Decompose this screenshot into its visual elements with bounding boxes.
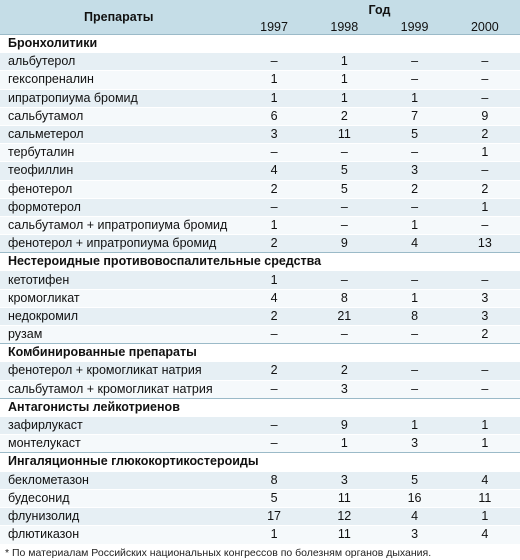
table-row — [0, 71, 520, 89]
value-cell-1999: 4 — [379, 507, 449, 525]
value-cell-1997: – — [239, 144, 309, 162]
value-cell-1998: – — [309, 216, 379, 234]
table-row — [0, 198, 520, 216]
drug-name: тербуталин — [0, 144, 239, 162]
value-cell-1997: 6 — [239, 107, 309, 125]
value-cell-1999: 3 — [379, 526, 449, 544]
value-cell-2000: 1 — [450, 416, 520, 434]
value-cell-1997: 2 — [239, 235, 309, 253]
value-cell-1998: – — [309, 144, 379, 162]
value-cell-1999: – — [379, 271, 449, 289]
value-cell-2000: 13 — [450, 235, 520, 253]
drug-name: кетотифен — [0, 271, 239, 289]
section-row — [0, 35, 520, 53]
value-cell-2000: – — [450, 162, 520, 180]
drug-name: фенотерол + ипратропиума бромид — [0, 235, 239, 253]
section-title: Комбинированные препараты — [0, 344, 520, 362]
value-cell-1999: – — [379, 362, 449, 380]
value-cell-2000: – — [450, 380, 520, 398]
value-cell-1998: 11 — [309, 526, 379, 544]
value-cell-1999: 3 — [379, 162, 449, 180]
value-cell-1999: 1 — [379, 89, 449, 107]
value-cell-1998: 9 — [309, 416, 379, 434]
value-cell-2000: 2 — [450, 125, 520, 143]
drug-name: флунизолид — [0, 507, 239, 525]
value-cell-1998: 1 — [309, 71, 379, 89]
header-year-1997: 1997 — [239, 17, 309, 35]
value-cell-1998: 11 — [309, 489, 379, 507]
table-row — [0, 507, 520, 525]
value-cell-2000: – — [450, 71, 520, 89]
table-row — [0, 125, 520, 143]
drug-name: беклометазон — [0, 471, 239, 489]
value-cell-1999: – — [379, 144, 449, 162]
value-cell-1999: 2 — [379, 180, 449, 198]
drug-name: ипратропиума бромид — [0, 89, 239, 107]
table-row — [0, 235, 520, 253]
value-cell-1997: – — [239, 326, 309, 344]
value-cell-2000: 1 — [450, 144, 520, 162]
value-cell-2000: 2 — [450, 180, 520, 198]
section-title: Ингаляционные глюкокортикостероиды — [0, 453, 520, 471]
value-cell-1998: – — [309, 326, 379, 344]
table-row — [0, 180, 520, 198]
header-year-2000: 2000 — [450, 17, 520, 35]
value-cell-2000: 3 — [450, 289, 520, 307]
value-cell-1998: 1 — [309, 435, 379, 453]
header-year-1998: 1998 — [309, 17, 379, 35]
table-row — [0, 144, 520, 162]
value-cell-2000: 1 — [450, 507, 520, 525]
section-title: Антагонисты лейкотриенов — [0, 398, 520, 416]
drug-name: монтелукаст — [0, 435, 239, 453]
table-row — [0, 53, 520, 71]
table-row — [0, 526, 520, 544]
drug-name: фенотерол — [0, 180, 239, 198]
value-cell-1997: 1 — [239, 71, 309, 89]
value-cell-1997: 1 — [239, 271, 309, 289]
value-cell-2000: 4 — [450, 471, 520, 489]
value-cell-1998: 3 — [309, 380, 379, 398]
table-row — [0, 326, 520, 344]
drug-name: гексопреналин — [0, 71, 239, 89]
value-cell-1998: 9 — [309, 235, 379, 253]
drug-name: теофиллин — [0, 162, 239, 180]
value-cell-2000: 2 — [450, 326, 520, 344]
section-row — [0, 453, 520, 471]
table-row — [0, 489, 520, 507]
table-header — [0, 0, 520, 35]
value-cell-1997: 1 — [239, 216, 309, 234]
value-cell-1999: 5 — [379, 125, 449, 143]
header-year-1999: 1999 — [379, 17, 449, 35]
value-cell-1997: – — [239, 380, 309, 398]
table-row — [0, 271, 520, 289]
value-cell-1999: 3 — [379, 435, 449, 453]
table-row — [0, 107, 520, 125]
table-row — [0, 362, 520, 380]
value-cell-1998: 5 — [309, 162, 379, 180]
table-row — [0, 162, 520, 180]
value-cell-1999: 8 — [379, 307, 449, 325]
value-cell-2000: 11 — [450, 489, 520, 507]
drug-name: сальбутамол — [0, 107, 239, 125]
section-title: Бронхолитики — [0, 35, 520, 53]
table-row — [0, 216, 520, 234]
section-row — [0, 398, 520, 416]
value-cell-2000: 3 — [450, 307, 520, 325]
value-cell-1997: 4 — [239, 289, 309, 307]
value-cell-1999: 4 — [379, 235, 449, 253]
value-cell-1999: 1 — [379, 289, 449, 307]
drug-name: сальбутамол + кромогликат натрия — [0, 380, 239, 398]
table-row — [0, 435, 520, 453]
value-cell-2000: – — [450, 362, 520, 380]
drug-name: зафирлукаст — [0, 416, 239, 434]
drug-name: сальметерол — [0, 125, 239, 143]
table-row — [0, 416, 520, 434]
table-row — [0, 89, 520, 107]
value-cell-1999: 16 — [379, 489, 449, 507]
drug-name: кромогликат — [0, 289, 239, 307]
value-cell-1998: 5 — [309, 180, 379, 198]
value-cell-1998: 12 — [309, 507, 379, 525]
value-cell-1997: 3 — [239, 125, 309, 143]
value-cell-1997: 5 — [239, 489, 309, 507]
value-cell-1999: – — [379, 71, 449, 89]
value-cell-1999: – — [379, 53, 449, 71]
value-cell-1997: 1 — [239, 89, 309, 107]
drug-name: рузам — [0, 326, 239, 344]
section-title: Нестероидные противовоспалительные средства — [0, 253, 520, 271]
value-cell-2000: 1 — [450, 198, 520, 216]
value-cell-1998: 2 — [309, 362, 379, 380]
table-body — [0, 35, 520, 544]
value-cell-1998: 1 — [309, 89, 379, 107]
footnote: * По материалам Российских национальных конгрессов по болезням органов дыхания. — [5, 546, 432, 559]
table-row — [0, 307, 520, 325]
value-cell-1998: 3 — [309, 471, 379, 489]
value-cell-2000: – — [450, 53, 520, 71]
value-cell-1999: – — [379, 326, 449, 344]
drug-name: формотерол — [0, 198, 239, 216]
value-cell-1997: 17 — [239, 507, 309, 525]
value-cell-1999: 5 — [379, 471, 449, 489]
value-cell-2000: – — [450, 216, 520, 234]
value-cell-1998: 2 — [309, 107, 379, 125]
table-row — [0, 289, 520, 307]
value-cell-1999: 7 — [379, 107, 449, 125]
value-cell-1997: 2 — [239, 307, 309, 325]
value-cell-1998: 21 — [309, 307, 379, 325]
value-cell-1999: – — [379, 380, 449, 398]
value-cell-1998: 8 — [309, 289, 379, 307]
value-cell-1997: 2 — [239, 362, 309, 380]
value-cell-1998: – — [309, 271, 379, 289]
table-row — [0, 471, 520, 489]
drug-name: альбутерол — [0, 53, 239, 71]
value-cell-1997: – — [239, 198, 309, 216]
value-cell-1999: 1 — [379, 416, 449, 434]
value-cell-1997: 8 — [239, 471, 309, 489]
value-cell-2000: 1 — [450, 435, 520, 453]
section-row — [0, 344, 520, 362]
value-cell-1997: 2 — [239, 180, 309, 198]
drug-name: недокромил — [0, 307, 239, 325]
value-cell-1997: – — [239, 53, 309, 71]
drug-name: флютиказон — [0, 526, 239, 544]
value-cell-2000: 4 — [450, 526, 520, 544]
section-row — [0, 253, 520, 271]
value-cell-2000: – — [450, 89, 520, 107]
value-cell-1997: 4 — [239, 162, 309, 180]
value-cell-1998: – — [309, 198, 379, 216]
drug-name: фенотерол + кромогликат натрия — [0, 362, 239, 380]
drug-name: будесонид — [0, 489, 239, 507]
value-cell-1998: 11 — [309, 125, 379, 143]
value-cell-1999: 1 — [379, 216, 449, 234]
value-cell-2000: – — [450, 271, 520, 289]
value-cell-1998: 1 — [309, 53, 379, 71]
value-cell-1997: – — [239, 416, 309, 434]
value-cell-2000: 9 — [450, 107, 520, 125]
header-year-group: Год — [239, 0, 520, 17]
value-cell-1997: – — [239, 435, 309, 453]
table-row — [0, 380, 520, 398]
value-cell-1999: – — [379, 198, 449, 216]
header-drugs: Препараты — [0, 0, 239, 35]
drug-name: сальбутамол + ипратропиума бромид — [0, 216, 239, 234]
value-cell-1997: 1 — [239, 526, 309, 544]
